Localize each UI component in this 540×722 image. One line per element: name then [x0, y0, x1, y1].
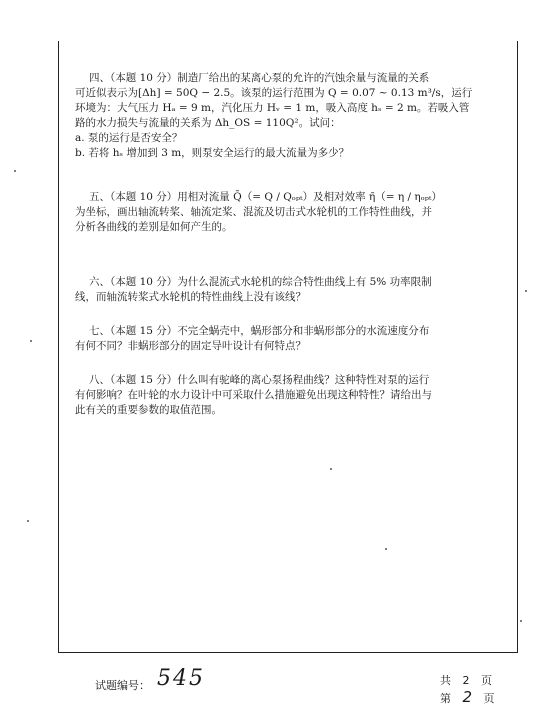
question-4 — [75, 71, 505, 161]
question-8-line: 此有关的重要参数的取值范围。 — [75, 404, 222, 416]
question-6-line: 六、（本题 10 分）为什么混流式水轮机的综合特性曲线上有 5% 功率限制 — [89, 276, 432, 288]
question-5 — [75, 190, 505, 235]
scan-speck — [525, 290, 527, 292]
question-7 — [75, 324, 505, 354]
question-4-line: 路的水力损失与流量的关系为 Δh_OS = 110Q²。试问： — [75, 117, 341, 129]
total-pages: 共 2 页 — [440, 674, 492, 687]
question-8-line: 有何影响？在叶轮的水力设计中可采取什么措施避免出现这种特性？请给出与 — [75, 389, 432, 401]
current-page — [440, 688, 495, 706]
scan-speck — [30, 340, 32, 342]
question-7-line: 有何不同？非蜗形部分的固定导叶设计有何特点？ — [75, 340, 306, 352]
scan-speck — [330, 468, 332, 470]
question-7-line: 七、（本题 15 分）不完全蜗壳中，蜗形部分和非蜗形部分的水流速度分布 — [89, 325, 430, 337]
question-5-line: 五、（本题 10 分）用相对流量 Q̄（= Q / Qₒₚₜ）及相对效率 η̄（= η / ηₒₚₜ） — [89, 191, 443, 203]
question-4-line: 可近似表示为[Δh] = 50Q − 2.5。该泵的运行范围为 Q = 0.07 ~ 0.13 m³/s，运行 — [75, 87, 473, 99]
scan-speck — [27, 520, 29, 522]
scan-speck — [385, 548, 387, 550]
scan-speck — [14, 170, 16, 172]
exam-id-label: 试题编号： — [95, 679, 150, 692]
question-6-line: 线，而轴流转桨式水轮机的特性曲线上没有该线？ — [75, 291, 306, 303]
scan-speck — [520, 620, 522, 622]
question-8 — [75, 373, 505, 418]
question-6 — [75, 275, 505, 305]
question-4-line: 环境为：大气压力 Hₐ = 9 m，汽化压力 Hᵥ = 1 m，吸入高度 hₛ = 2 m。若吸入管 — [75, 102, 470, 114]
current-page-suffix: 页 — [483, 692, 495, 705]
question-8-line: 八、（本题 15 分）什么叫有驼峰的离心泵扬程曲线？这种特性对泵的运行 — [89, 374, 430, 386]
current-page-prefix: 第 — [440, 692, 451, 705]
question-4-part-a: a. 泵的运行是否安全？ — [75, 132, 183, 144]
question-5-line: 分析各曲线的差别是如何产生的。 — [75, 221, 233, 233]
question-4-line: 四、（本题 10 分）制造厂给出的某离心泵的允许的汽蚀余量与流量的关系 — [89, 72, 430, 84]
current-page-number: 2 — [462, 688, 473, 706]
exam-id-value: 545 — [157, 666, 205, 691]
question-5-line: 为坐标，画出轴流转桨、轴流定桨、混流及切击式水轮机的工作特性曲线，并 — [75, 206, 432, 218]
question-4-part-b: b. 若将 hₛ 增加到 3 m，则泵安全运行的最大流量为多少？ — [75, 147, 350, 159]
